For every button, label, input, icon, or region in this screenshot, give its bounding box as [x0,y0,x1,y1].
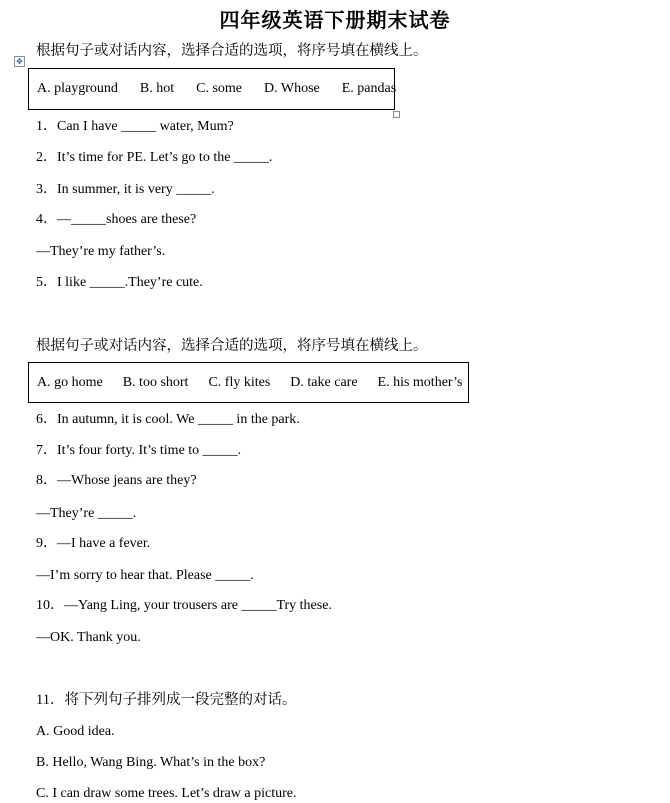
dialogue-item-b: B. Hello, Wang Bing. What’s in the box? [36,755,266,770]
section2-option-b: B. too short [122,374,189,390]
section2-instruction: 根据句子或对话内容，选择合适的选项，将序号填在横线上。 [36,338,428,354]
question-6: 6．In autumn, it is cool. We _____ in the park. [36,412,300,427]
section2-option-a: A. go home [37,374,103,390]
section2-option-e: E. his mother’s [377,374,463,390]
question-11-instruction: 11．将下列句子排列成一段完整的对话。 [36,692,297,708]
question-4-answer: —They’re my father’s. [36,244,166,259]
question-2: 2．It’s time for PE. Let’s go to the _____. [36,150,273,165]
question-8-answer: —They’re _____. [36,506,137,521]
section2-option-c: C. fly kites [208,374,271,390]
question-9-answer: —I’m sorry to hear that. Please _____. [36,568,254,583]
question-1: 1．Can I have _____ water, Mum? [36,119,234,134]
dialogue-item-a: A. Good idea. [36,724,115,739]
table-move-handle-icon[interactable]: ✥ [14,56,25,67]
question-10: 10．—Yang Ling, your trousers are _____Try these. [36,598,332,613]
section1-options-box [28,68,395,110]
question-9: 9．—I have a fever. [36,536,151,551]
section1-option-a: A. playground [37,81,118,96]
question-8: 8．—Whose jeans are they? [36,473,197,488]
section1-option-d: D. Whose [264,81,320,96]
section1-instruction: 根据句子或对话内容，选择合适的选项，将序号填在横线上。 [36,43,428,59]
question-4: 4．—_____shoes are these? [36,212,197,227]
question-5: 5．I like _____.They’re cute. [36,275,203,290]
dialogue-item-c: C. I can draw some trees. Let’s draw a picture. [36,786,297,801]
section1-option-e: E. pandas [341,81,397,96]
section2-options-box [28,362,469,403]
table-resize-handle[interactable] [393,111,400,118]
section1-option-c: C. some [196,81,243,96]
question-7: 7．It’s four forty. It’s time to _____. [36,443,242,458]
question-3: 3．In summer, it is very _____. [36,182,215,197]
page-title: 四年级英语下册期末试卷 [219,10,451,32]
section2-option-d: D. take care [290,374,358,390]
question-10-answer: —OK. Thank you. [36,630,141,645]
section1-option-b: B. hot [139,81,175,96]
